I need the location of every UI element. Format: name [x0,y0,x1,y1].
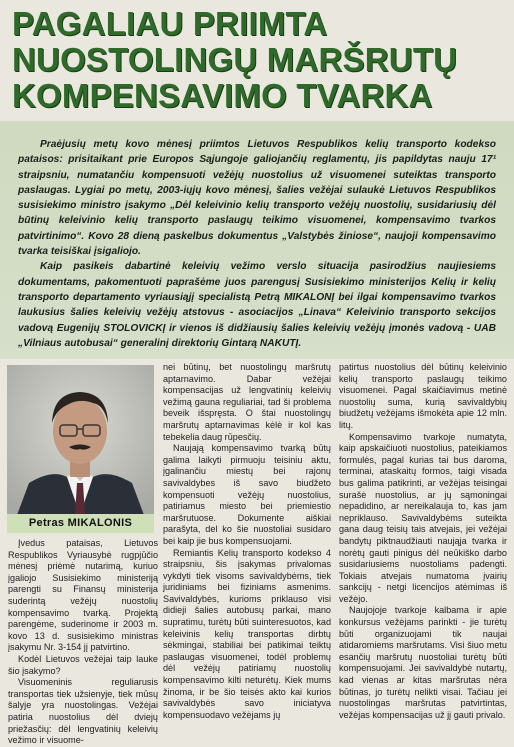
column-paragraph: Naujojoje tvarkoje kalbama ir apie konkursus vežėjams parinkti - jie turėtų būti organizuojami tik naujai atidaromiems maršrutams. Visi šiuo metu esančių maršrutų nuostoliai turėtų būti kompensuojami. Jei savivaldybė nutartų, kad vienas ar kitas maršrutas nėra būtinas, jo turėtų nelikti visai. Tačiau jei nuostolingas maršrutas patvirtintas, vežėjas kompensacijas už jį gauti privalo. [339,605,507,720]
headline-line-3: KOMPENSAVIMO TVARKA [12,77,433,114]
lead-text [18,137,496,351]
column-question: Kodėl Lietuvos vežėjai taip lauke šio įsakymo? [8,653,158,676]
headline-line-2: NUOSTOLINGŲ MARŠRUTŲ [12,41,458,78]
portrait-photo [7,365,154,515]
portrait-illustration [7,365,154,515]
column-paragraph: nei būtinų, bet nuostolingų maršrutų aptarnavimo. Dabar vežėjai kompensacijas už lengvatinių keleivių vežimą gauna reguliariai, tad ši problema beveik išspręsta. O štai nuostolingų maršrutų aptarnavimas kėlė ir kol kas tebekelia daug rūpesčių. [163,362,331,442]
photo-caption: Petras MIKALONIS [7,514,154,533]
column-paragraph: Naujają kompensavimo tvarką būtų galima laikyti pirmuoju teisiniu aktu, įgalinančiu miestų bei rajonų savivaldybes iš savo biudžeto kompensuoti vežėjų nuostolius, patiriamus miesto bei priemiestio maršrutuose. Dokumente aiškiai parašyta, del ko šie nuostoliai susidaro bei kaip jie bus kompensuojami. [163,443,331,546]
lead-box [0,121,514,359]
lead-paragraph-1: Praėjusių metų kovo mėnesį priimtos Lietuvos Respublikos kelių transporto kodekso pataisos: prisitaikant prie Europos Sąjungoje galiojančių reglamentų, jis papildytas nauju 17¹ straipsniu, numatančiu kompensuoti vežėjų nuostolius už visuomenei suteiktas transporto paslaugas. Lygiai po metų, 2003-iųjų kovo mėnesį, šalies vežėjai sulaukė Lietuvos Respublikos susisiekimo ministro įsakymo „Dėl keleivinio kelių transporto vežėjų nuostolių, susidariusių dėl būtinų keleivinio kelių transporto paslaugų teikimo visuomenei, kompensavimo tvarkos patvirtinimo“. Kovo 28 dieną paskelbus dokumentus „Valstybės žiniose“, naujoji kompensavimo tvarka teisiškai įsigaliojo. [18,139,496,258]
article-headline [12,6,510,114]
lead-paragraph-2: Kaip pasikeis dabartinė keleivių vežimo verslo situacija pasirodžius naujiesiems dokumentams, pakomentuoti paprašėme juos parengusį Susisiekimo ministerijos Kelių ir kelių transporto departamento vyriausiąjį specialistą Petrą MIKALONĮ bei ilgai kompensavimo tvarkos laukusius šalies keleivių vežėjų atstovus - asociacijos „Linava“ Keleivinio transporto sekcijos vadovą Eugenijų STOLOVICKĮ ir vienos iš didžiausių šalies keleivių vežėjų įmonės vadovą - UAB „Vilniaus autobusai“ generalinį direktorių Gintarą NAKUTĮ. [18,261,496,349]
text-column-3 [339,362,507,721]
column-paragraph: patirtus nuostolius dėl būtinų keleivinio kelių transporto paslaugų teikimo visuomenei. Pagal skaičiavimus metinė nuostolių suma, kurią savivaldybių biudžetų vežėjams išmokėta apie 12 mln. litų. [339,362,507,430]
headline-line-1: PAGALIAU PRIIMTA [12,5,328,42]
column-paragraph: Įvedus pataisas, Lietuvos Respublikos Vyriausybė rugpjūčio mėnesį priėmė nutarimą, kuriuo įgaliojo Susisiekimo ministeriją parengti su Finansų ministerija suderintą vežėjų nuostolių kompensavimo tvarką. Projektą parengėme, suderinome ir 2003 m. kovo 13 d. susisiekimo ministras įsakymu Nr. 3-154 jį patvirtino. [8,538,158,653]
text-column-2 [163,362,331,721]
column-paragraph: Visuomeninis reguliarusis transportas tiek užsienyje, tiek mūsų šalyje yra nuostolingas. Vežėjai patiria nuostolius dėl dviejų priežasčių: dėl lengvatinių keleivių vežimo ir visuome- [8,677,158,746]
column-paragraph: Remiantis Kelių transporto kodekso 4 straipsniu, šis įsakymas privalomas vykdyti tiek visoms savivaldybėms, tiek juridiniams bei fiziniams asmenims. Savivaldybės, kurioms priklauso visi didieji šalies autobusų parkai, mano supratimu, turėtų būti suinteresuotos, kad keleivinis kelių transportas dirbtų sėkmingai, stabiliai bei patikimai teiktų paslaugas visuomenei, todėl problemų dėl vežėjų patiriamų nuostolių kompensavimo kilti neturėtų. Kiek mums žinoma, ir be šio teisės akto kai kurios savivaldybės savo iniciatyva kompensuodavo vežėjams jų [163,547,331,720]
text-column-1 [8,538,158,747]
column-paragraph: Kompensavimo tvarkoje numatyta, kaip apskaičiuoti nuostolius, pateikiamos formulės, pagal kurias tai bus daroma, terminai, ataskaitų formos, taigi visada bus galima patikrinti, ar vežėjas teisingai surašė nuostolius, ar jų sąmoningai nepadidino, ar nereikalauja to, kas jam nepriklauso. Savivaldybėms suteikta gana daug teisių tais atvejais, jei vežėjai bandytų piktnaudžiauti naująja tvarka ir norėtų gauti pinigus dėl neūkiško darbo susidariusiems nuostoliams padengti. Tokiais atvejais numatoma įvairių sankcijų - netgi licencijos atėmimas iš vežėjo. [339,431,507,604]
